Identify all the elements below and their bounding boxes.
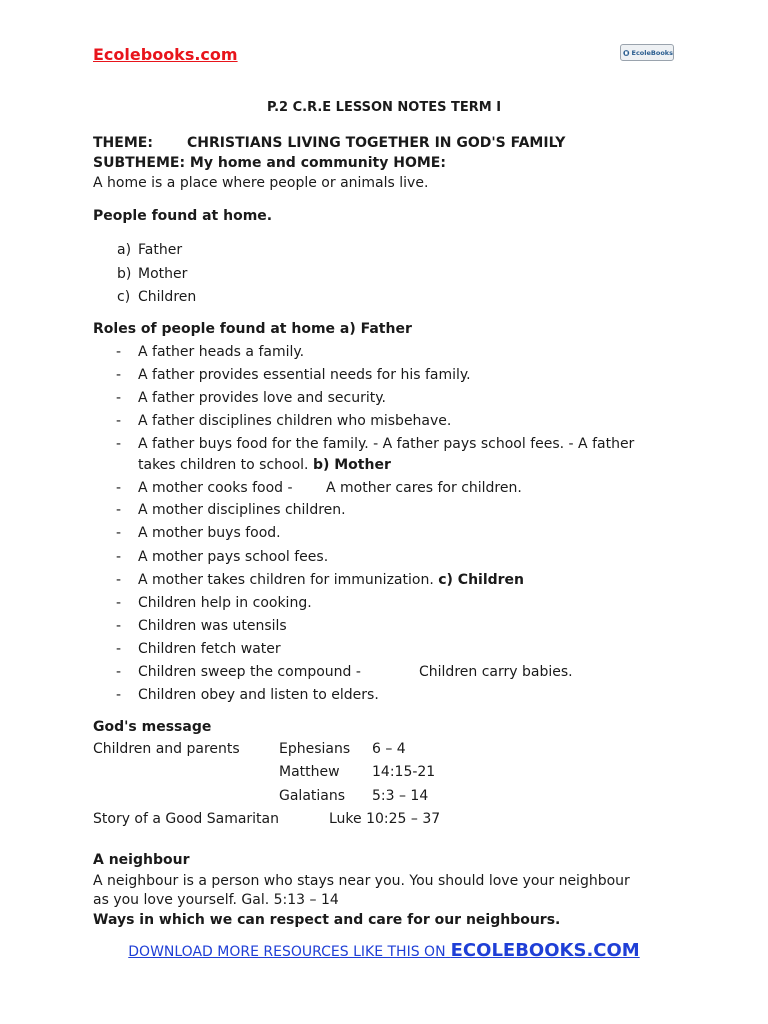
list-label: a) xyxy=(117,242,132,258)
bullet-dash: - xyxy=(116,595,122,611)
ecolebooks-logo xyxy=(620,44,674,61)
role-item xyxy=(138,571,524,589)
footer-site[interactable]: ECOLEBOOKS.COM xyxy=(450,940,640,961)
message-book: Galatians xyxy=(279,788,346,804)
message-ref: Luke 10:25 – 37 xyxy=(329,811,441,827)
neighbour-text: as you love yourself. Gal. 5:13 – 14 xyxy=(93,892,339,908)
role-item: A mother buys food. xyxy=(138,525,281,541)
role-item: A mother disciplines children. xyxy=(138,502,346,518)
role-text: takes children to school. xyxy=(138,457,309,473)
role-item: A father buys food for the family. - A father pays school fees. - A father xyxy=(138,436,635,452)
role-item: A father heads a family. xyxy=(138,344,305,360)
bullet-dash: - xyxy=(116,664,122,680)
role-text: A mother takes children for immunization. xyxy=(138,572,434,588)
message-book: Matthew xyxy=(279,764,340,780)
bullet-dash: - xyxy=(116,525,122,541)
logo-text: EcoleBooks xyxy=(631,48,673,57)
role-item: A mother pays school fees. xyxy=(138,549,329,565)
neighbour-heading: A neighbour xyxy=(93,852,190,868)
subheading-children: c) Children xyxy=(438,572,525,588)
role-item: Children was utensils xyxy=(138,618,287,634)
role-item: A father provides essential needs for his family. xyxy=(138,367,471,383)
book-icon xyxy=(623,48,630,58)
people-heading: People found at home. xyxy=(93,208,273,224)
role-item: A mother cooks food - xyxy=(138,480,293,496)
role-item: Children carry babies. xyxy=(419,664,573,680)
bullet-dash: - xyxy=(116,436,122,452)
brand-link[interactable]: Ecolebooks.com xyxy=(93,45,238,64)
list-item: Father xyxy=(138,242,183,258)
bullet-dash: - xyxy=(116,641,122,657)
role-item: Children sweep the compound - xyxy=(138,664,361,680)
message-ref: 6 – 4 xyxy=(372,741,406,757)
ways-heading: Ways in which we can respect and care for our neighbours. xyxy=(93,912,561,928)
footer-prefix[interactable]: DOWNLOAD MORE RESOURCES LIKE THIS ON xyxy=(128,944,446,960)
footer-download-link[interactable] xyxy=(0,940,768,961)
bullet-dash: - xyxy=(116,549,122,565)
role-item: Children help in cooking. xyxy=(138,595,312,611)
role-item: A father disciplines children who misbehave. xyxy=(138,413,452,429)
bullet-dash: - xyxy=(116,413,122,429)
bullet-dash: - xyxy=(116,344,122,360)
neighbour-text: A neighbour is a person who stays near you. You should love your neighbour xyxy=(93,873,630,889)
message-ref: 5:3 – 14 xyxy=(372,788,429,804)
bullet-dash: - xyxy=(116,502,122,518)
theme-value: CHRISTIANS LIVING TOGETHER IN GOD'S FAMILY xyxy=(187,135,566,151)
role-item: Children obey and listen to elders. xyxy=(138,687,379,703)
role-item-continued xyxy=(138,456,391,474)
message-topic: Children and parents xyxy=(93,741,240,757)
message-topic: Story of a Good Samaritan xyxy=(93,811,279,827)
bullet-dash: - xyxy=(116,572,122,588)
list-item: Children xyxy=(138,289,197,305)
bullet-dash: - xyxy=(116,618,122,634)
page-title: P.2 C.R.E LESSON NOTES TERM I xyxy=(266,100,502,115)
bullet-dash: - xyxy=(116,687,122,703)
theme-label: THEME: xyxy=(93,135,153,151)
bullet-dash: - xyxy=(116,390,122,406)
role-item: A mother cares for children. xyxy=(326,480,522,496)
list-label: c) xyxy=(117,289,131,305)
list-label: b) xyxy=(117,266,132,282)
home-definition: A home is a place where people or animals live. xyxy=(93,175,429,191)
role-item: A father provides love and security. xyxy=(138,390,386,406)
subtheme: SUBTHEME: My home and community HOME: xyxy=(93,155,446,171)
message-ref: 14:15-21 xyxy=(372,764,436,780)
gods-message-heading: God's message xyxy=(93,719,212,735)
role-item: Children fetch water xyxy=(138,641,281,657)
message-book: Ephesians xyxy=(279,741,351,757)
bullet-dash: - xyxy=(116,367,122,383)
bullet-dash: - xyxy=(116,480,122,496)
list-item: Mother xyxy=(138,266,188,282)
subheading-mother: b) Mother xyxy=(312,457,391,473)
roles-heading: Roles of people found at home a) Father xyxy=(93,321,412,337)
